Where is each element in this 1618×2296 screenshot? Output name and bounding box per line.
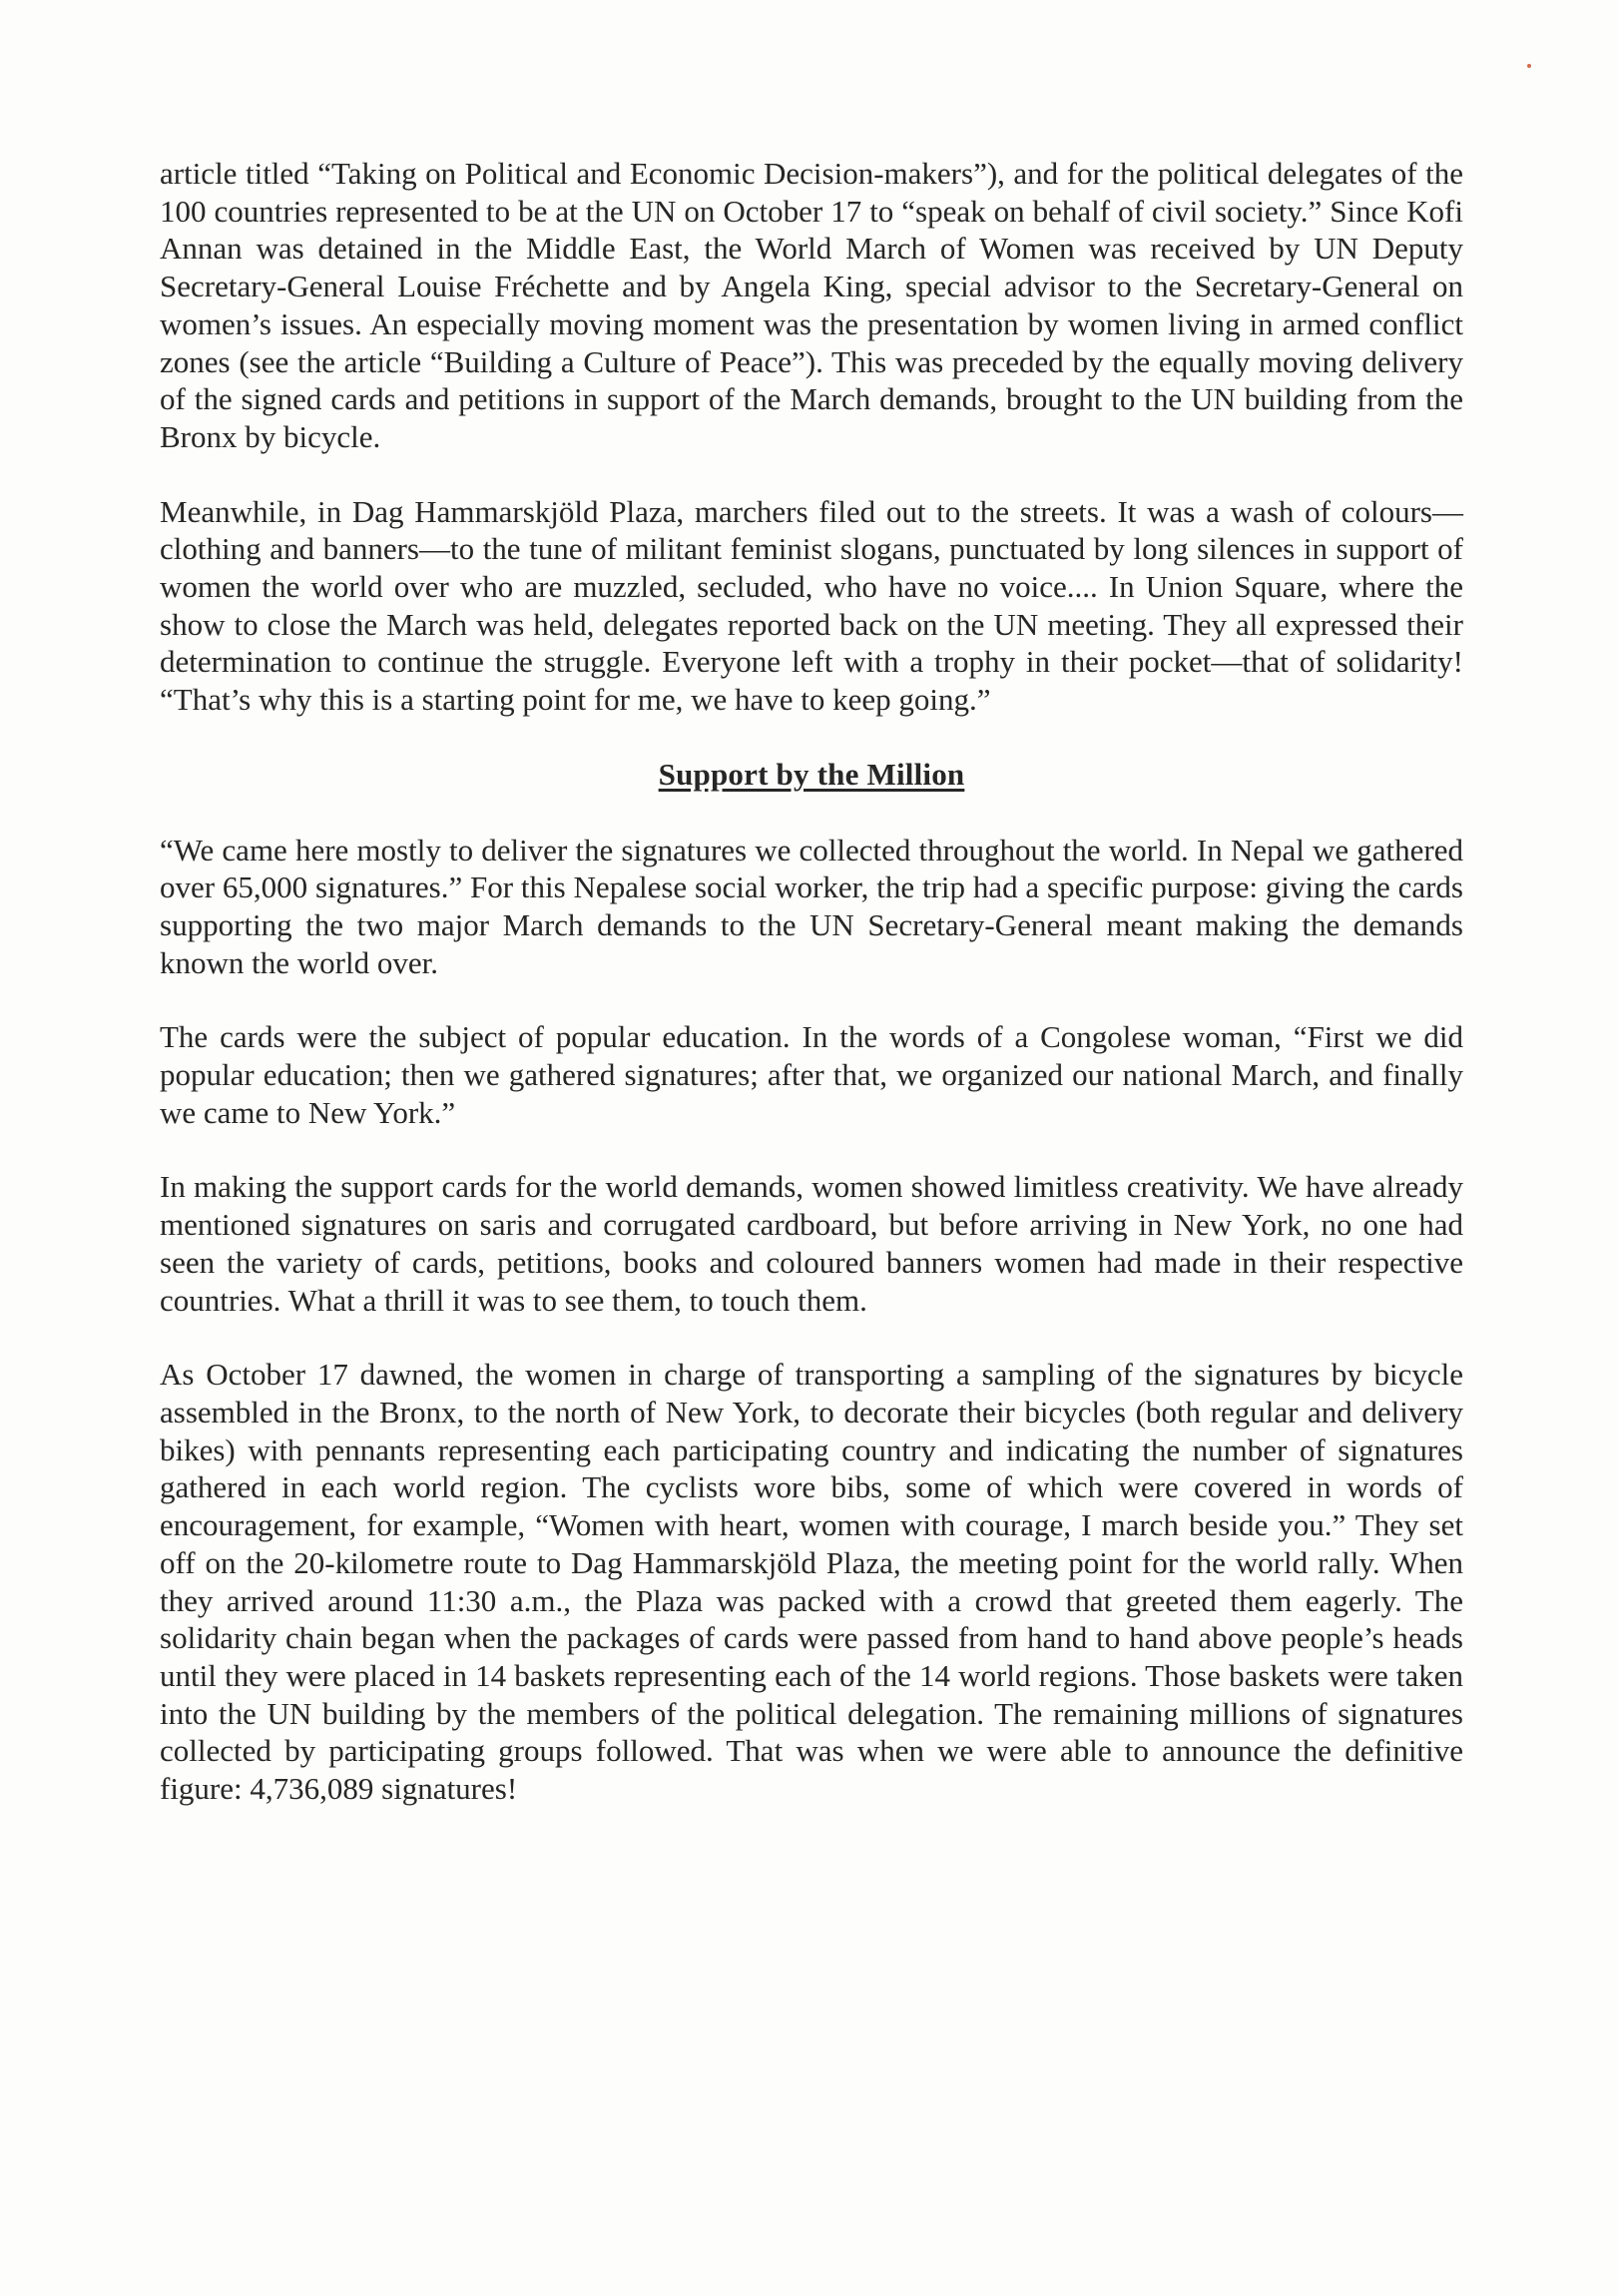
scan-speck xyxy=(1527,64,1531,68)
paragraph-creativity: In making the support cards for the world demands, women showed limitless creativity. We have already mentioned signatures on saris and corrugated cardboard, but before arriving in New York, no one had seen the variety of cards, petitions, books and coloured banners women had made in their respective countries. What a thrill it was to see them, to touch them. xyxy=(160,1169,1463,1318)
paragraph-un-reception: article titled “Taking on Political and Economic Decision-makers”), and for the political delegates of the 100 countries represented to be at the UN on October 17 to “speak on behalf of civil society.” Since Kofi Annan was detained in the Middle East, the World March of Women was received by UN Deputy Secretary-General Louise Fréchette and by Angela King, special advisor to the Secretary-General on women’s issues. An especially moving moment was the presentation by women living in armed conflict zones (see the article “Building a Culture of Peace”). This was preceded by the equally moving delivery of the signed cards and petitions in support of the March demands, brought to the UN building from the Bronx by bicycle. xyxy=(160,156,1463,454)
section-heading: Support by the Million xyxy=(658,756,965,792)
paragraph-plaza-march: Meanwhile, in Dag Hammarskjöld Plaza, marchers filed out to the streets. It was a wash of colours—clothing and banners—to the tune of militant feminist slogans, punctuated by long silences in support of women the world over who are muzzled, secluded, who have no voice.... In Union Square, where the show to close the March was held, delegates reported back on the UN meeting. They all expressed their determination to continue the struggle. Everyone left with a trophy in their pocket—that of solidarity! “That’s why this is a starting point for me, we have to keep going.” xyxy=(160,493,1463,718)
paragraph-nepal-signatures: “We came here mostly to deliver the signatures we collected throughout the world. In Nepal we gathered over 65,000 signatures.” For this Nepalese social worker, the trip had a specific purpose: giving the cards supporting the two major March demands to the UN Secretary-General meant making the demands known the world over. xyxy=(160,832,1463,980)
paragraph-bicycle-delivery: As October 17 dawned, the women in charge of transporting a sampling of the signatures by bicycle assembled in the Bronx, to the north of New York, to decorate their bicycles (both regular and delivery bikes) with pennants representing each participating country and indicating the number of signatures gathered in each world region. The cyclists wore bibs, some of which were covered in words of encouragement, for example, “Women with heart, women with courage, I march beside you.” They set off on the 20-kilometre route to Dag Hammarskjöld Plaza, the meeting point for the world rally. When they arrived around 11:30 a.m., the Plaza was packed with a crowd that greeted them eagerly. The solidarity chain began when the packages of cards were passed from hand to hand above people’s heads until they were placed in 14 baskets representing each of the 14 world regions. Those baskets were taken into the UN building by the members of the political delegation. The remaining millions of signatures collected by participating groups followed. That was when we were able to announce the definitive figure: 4,736,089 signatures! xyxy=(160,1357,1463,1807)
document-body xyxy=(160,155,1463,1845)
paragraph-popular-education: The cards were the subject of popular education. In the words of a Congolese woman, “First we did popular education; then we gathered signatures; after that, we organized our national March, and finally we came to New York.” xyxy=(160,1019,1463,1130)
